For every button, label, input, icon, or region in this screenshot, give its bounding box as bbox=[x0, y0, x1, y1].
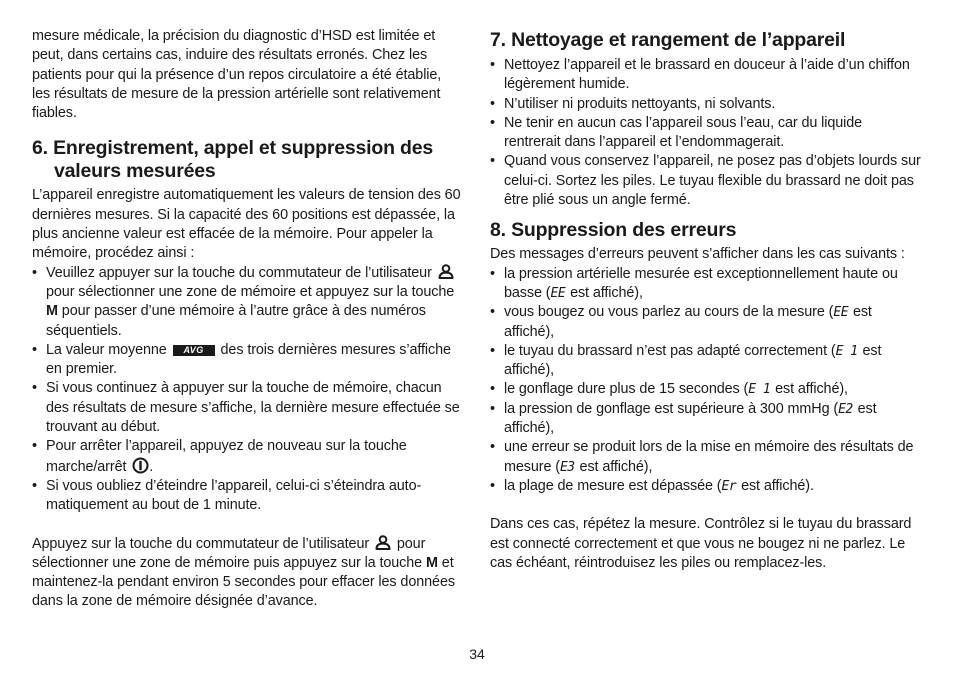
closing-paragraph: Appuyez sur la touche du commutateur de l’utilisateur pour sélectionner une zone de mémoire puis appuyez sur la touche M et maintenez-la pendant environ 5 secondes pour effacer les données dans la zone de mémoire désignée d’avance. bbox=[32, 535, 455, 610]
list-item: • Quand vous conservez l’appareil, ne posez pas d’objets lourds sur celui-ci. Sortez les piles. Le tuyau flexible du brassard ne doit pas être plié sous un angle fermé. bbox=[490, 152, 922, 210]
list-item: • la pression artérielle mesurée est exceptionnellement haute ou basse (EE est affiché), bbox=[490, 265, 922, 304]
section-6-list bbox=[32, 264, 462, 516]
list-item: • la plage de mesure est dépassée (Er est affiché). bbox=[490, 477, 922, 496]
key-m: M bbox=[46, 303, 58, 320]
list-item: • la pression de gonflage est supérieure à 300 mmHg (E2 est affiché), bbox=[490, 400, 922, 439]
list-item: • vous bougez ou vous parlez au cours de la mesure (EE est affiché), bbox=[490, 303, 922, 342]
section-6-heading: 6. Enregistrement, appel et suppression des valeurs mesurées bbox=[32, 137, 434, 183]
avg-badge: AVG bbox=[173, 345, 215, 356]
error-code: E3 bbox=[559, 459, 575, 475]
error-code: Er bbox=[721, 478, 737, 494]
list-item: • Veuillez appuyer sur la touche du commutateur de l’utilisateur pour sélectionner une zone de mémoire et appuyez sur la touche M pour passer d’une mémoire à l’autre grâce à des numéros séquentiels. bbox=[32, 264, 462, 341]
list-item: • N’utiliser ni produits nettoyants, ni solvants. bbox=[490, 95, 922, 114]
error-code: E 1 bbox=[748, 382, 771, 398]
section-8-heading: 8. Suppression des erreurs bbox=[490, 219, 737, 242]
list-item: • Nettoyez l’appareil et le brassard en douceur à l’aide d’un chiffon légèrement humide. bbox=[490, 56, 922, 95]
section-8-list bbox=[490, 265, 922, 497]
list-item: • Si vous oubliez d’éteindre l’appareil, celui-ci s’éteindra automatiquement au bout de 1 minute. bbox=[32, 477, 462, 516]
error-code: EE bbox=[550, 285, 566, 301]
section-6-paragraph: L’appareil enregistre automatiquement les valeurs de tension des 60 dernières mesures. Si la capacité des 60 positions est dépassée, la plus ancienne valeur est effacée de la mémoire. Pour appeler la mémoire, procédez ainsi : bbox=[32, 187, 461, 262]
list-item: • Si vous continuez à appuyer sur la touche de mémoire, chacun des résultats de mesure s’affiche, la dernière mesure effectuée se trouvant au début. bbox=[32, 379, 462, 437]
error-code: E 1 bbox=[835, 343, 858, 359]
list-item: • Ne tenir en aucun cas l’appareil sous l’eau, car du liquide rentrerait dans l’appareil et l’endommagerait. bbox=[490, 114, 922, 153]
page-number: 34 bbox=[469, 646, 485, 662]
intro-paragraph: mesure médicale, la précision du diagnostic d’HSD est limitée et peut, dans certains cas, induire des résultats erronés. Chez les patients pour qui la présence d’un repos circulatoire a été établie, les résultats de mesure de la pression artérielle sont relativement fiables. bbox=[32, 28, 442, 122]
error-code: E2 bbox=[838, 401, 853, 417]
section-7-list bbox=[490, 56, 922, 210]
error-code: EE bbox=[833, 305, 849, 321]
section-8-intro: Des messages d’erreurs peuvent s’afficher dans les cas suivants : bbox=[490, 246, 905, 263]
key-m: M bbox=[426, 554, 438, 571]
user-icon bbox=[438, 264, 454, 279]
power-icon bbox=[132, 457, 149, 474]
list-item: • La valeur moyenne AVG des trois dernières mesures s’affiche en premier. bbox=[32, 341, 462, 380]
list-item: • Pour arrêter l’appareil, appuyez de nouveau sur la touche marche/arrêt . bbox=[32, 437, 462, 477]
section-8-closing: Dans ces cas, répétez la mesure. Contrôlez si le tuyau du brassard est connecté correctement et que vous ne bougez ni ne parlez. Le cas échéant, réintroduisez les piles ou remplacez-les. bbox=[490, 516, 912, 571]
right-column bbox=[490, 27, 922, 573]
list-item: • une erreur se produit lors de la mise en mémoire des résultats de mesure (E3 est affiché), bbox=[490, 438, 922, 477]
list-item: • le tuyau du brassard n’est pas adapté correctement (E 1 est affiché), bbox=[490, 342, 922, 381]
user-icon bbox=[375, 535, 391, 550]
list-item: • le gonflage dure plus de 15 secondes (E 1 est affiché), bbox=[490, 380, 922, 399]
left-column bbox=[32, 27, 462, 612]
section-7-heading: 7. Nettoyage et rangement de l’appareil bbox=[490, 29, 846, 51]
